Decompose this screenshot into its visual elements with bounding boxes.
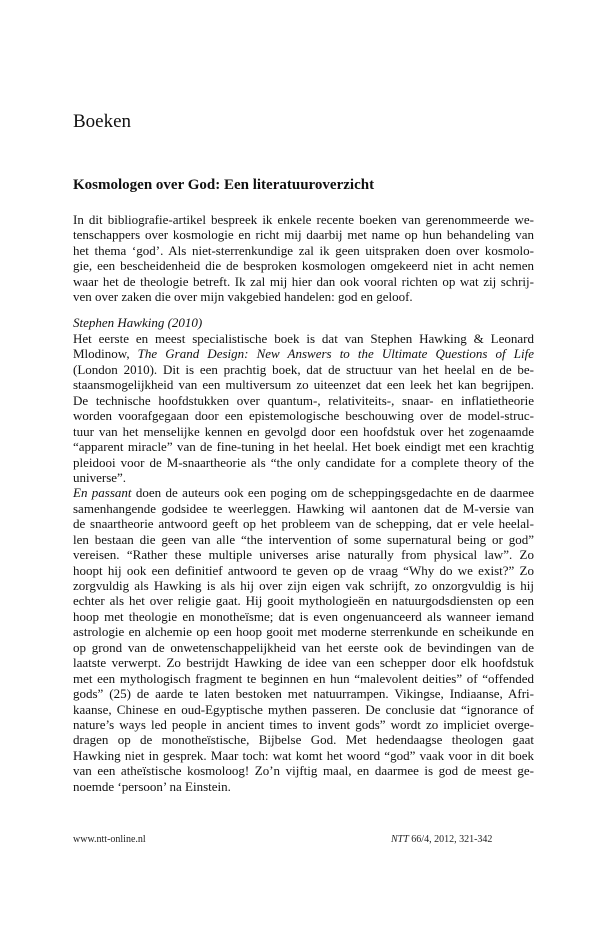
italic-text: En passant	[73, 485, 132, 501]
text-line	[73, 516, 534, 531]
text-run: staansmogelijkheid van een multiversum zo uiteenzet dat een leek het kan begrijpen.	[73, 377, 534, 393]
text-line: gie, een bescheidenheid die de besproken kosmologen omgekeerd niet in acht nemen	[73, 258, 534, 274]
text-line	[73, 593, 534, 608]
intro-paragraph	[73, 212, 534, 305]
text-line	[73, 455, 534, 470]
text-run: nature’s ways led people in ancient times to invent gods” wordt zo impliciet overge-	[73, 716, 534, 732]
text-line: tenschappers over kosmologie en richt mij daarbij met name op hun behandeling van	[73, 227, 534, 243]
text-line	[73, 377, 534, 392]
text-run: Mlodinow,	[73, 346, 138, 362]
text-line	[73, 439, 534, 454]
text-line	[73, 702, 534, 717]
text-line	[73, 640, 534, 655]
text-run: doen de auteurs ook een poging om de scheppingsgedachte en de daarmee	[131, 485, 535, 501]
text-run: tuur van het menselijke kennen en gevolgd door een hoofdstuk over het zogenaamde	[73, 423, 534, 439]
text-line	[73, 655, 534, 670]
text-line	[73, 331, 534, 346]
text-run: hoopt hij ook een definitief antwoord te geven op de vraag “Why do we exist?” Zo	[73, 562, 534, 578]
text-line	[73, 748, 534, 763]
text-line: ven over zaken die over mijn vakgebied handelen: god en geloof.	[73, 289, 413, 305]
text-line	[73, 671, 534, 686]
text-run: De technische hoofdstukken over quantum-, relativiteits-, snaar- en inflatietheorie	[73, 392, 534, 408]
text-run: pleidooi voor de M-snaartheorie als “the only candidate for a complete theory of the	[73, 454, 534, 470]
footer-website: www.ntt-online.nl	[73, 834, 146, 845]
hawking-review-body	[73, 331, 534, 794]
text-run: met een mythologisch fragment te beginnen en hun “malevolent deities” of “offended	[73, 670, 534, 686]
text-run: samenhangende godsidee te weerleggen. Hawking wil aantonen dat de M-versie van	[73, 500, 534, 516]
text-run: laatste verwerpt. Zo bestrijdt Hawking de idee van een schepper door elk hoofdstuk	[73, 655, 534, 671]
text-run: van een atheïstische kosmoloog! Zo’n vijftig maal, en daarmee is god de meest ge-	[73, 763, 534, 779]
text-run: len bestaan die geen van alle “the intervention of some supernatural being or god”	[73, 531, 534, 547]
text-run: “apparent miracle” van de fine-tuning in het heelal. Het boek eindigt met een krachtig	[73, 439, 534, 455]
footer-citation	[391, 834, 492, 846]
text-run: op grond van de onwetenschappelijkheid van het eerste ook de bevindingen van de	[73, 639, 534, 655]
italic-text: The Grand Design: New Answers to the Ultimate Questions of Life	[137, 346, 534, 362]
text-line	[73, 532, 534, 547]
text-line	[73, 763, 534, 778]
text-line	[73, 732, 534, 747]
text-run: dragen op de monotheïstische, Bijbelse God. Met hedendaagse theologen gaat	[73, 732, 534, 748]
text-run: (London 2010). Dit is een prachtig boek, dat de structuur van het heelal en de be-	[73, 361, 534, 377]
article-title: Kosmologen over God: Een literatuuroverzicht	[73, 177, 375, 193]
text-run: universe”.	[73, 469, 127, 485]
text-line	[73, 346, 534, 361]
text-line	[73, 547, 534, 562]
text-line: In dit bibliografie-artikel bespreek ik enkele recente boeken van gerenommeerde we-	[73, 212, 534, 227]
citation-details: 66/4, 2012, 321-342	[408, 834, 493, 845]
text-run: worden voorafgegaan door een epistemologische beschouwing over de model-struc-	[73, 408, 534, 424]
text-line	[73, 717, 534, 732]
text-run: Het eerste en meest specialistische boek is dat van Stephen Hawking & Leonard	[73, 331, 534, 346]
text-line	[73, 501, 534, 516]
text-line	[73, 485, 534, 500]
text-line	[73, 624, 534, 639]
text-run: vereisen. “Rather these multiple universes arise naturally from physical law”. Zo	[73, 547, 534, 563]
text-line: waar het de theologie betreft. Ik zal mij hier dan ook vooral richten op wat zij schrij-	[73, 273, 534, 289]
text-line	[73, 362, 534, 377]
text-line	[73, 686, 534, 701]
section-subheading: Stephen Hawking (2010)	[73, 315, 203, 330]
text-line	[73, 470, 534, 485]
text-line: het thema ‘god’. Als niet-sterrenkundige zal ik geen uitspraken doen over kosmolo-	[73, 242, 534, 258]
text-run: zorgvuldig als Hawking is als hij over zijn eigen vak schrijft, zo onzorgvuldig is hij	[73, 578, 534, 593]
section-heading: Boeken	[73, 111, 132, 132]
text-run: kaanse, Chinese en oud-Egyptische mythen passeren. De conclusie dat “ignorance of	[73, 701, 534, 717]
text-run: noemde ‘persoon’ na Einstein.	[73, 778, 231, 794]
text-line	[73, 563, 534, 578]
text-line	[73, 393, 534, 408]
journal-abbrev: NTT	[391, 834, 409, 845]
text-line	[73, 408, 534, 423]
text-run: gods” (25) de aarde te laten bestoken met natuurrampen. Vikingse, Indiaanse, Afri-	[73, 686, 534, 702]
text-run: echter als het over religie gaat. Hij gooit mythologieën en natuurgodsdiensten op een	[73, 593, 534, 609]
text-run: de snaartheorie antwoord geeft op het probleem van de schepping, dat er vele heelal-	[73, 516, 534, 532]
text-line	[73, 578, 534, 593]
text-run: Hawking niet in gesprek. Maar toch: wat komt het woord “god” vaak voor in dit boek	[73, 747, 534, 763]
text-run: astrologie en alchemie op een hoop gooit met moderne sterrenkunde en scheikunde en	[73, 624, 534, 640]
text-line	[73, 424, 534, 439]
text-line	[73, 779, 534, 794]
text-run: hoop met theologie en monotheïsme; dat is even ongenuanceerd als wanneer iemand	[73, 608, 534, 624]
text-line	[73, 609, 534, 624]
